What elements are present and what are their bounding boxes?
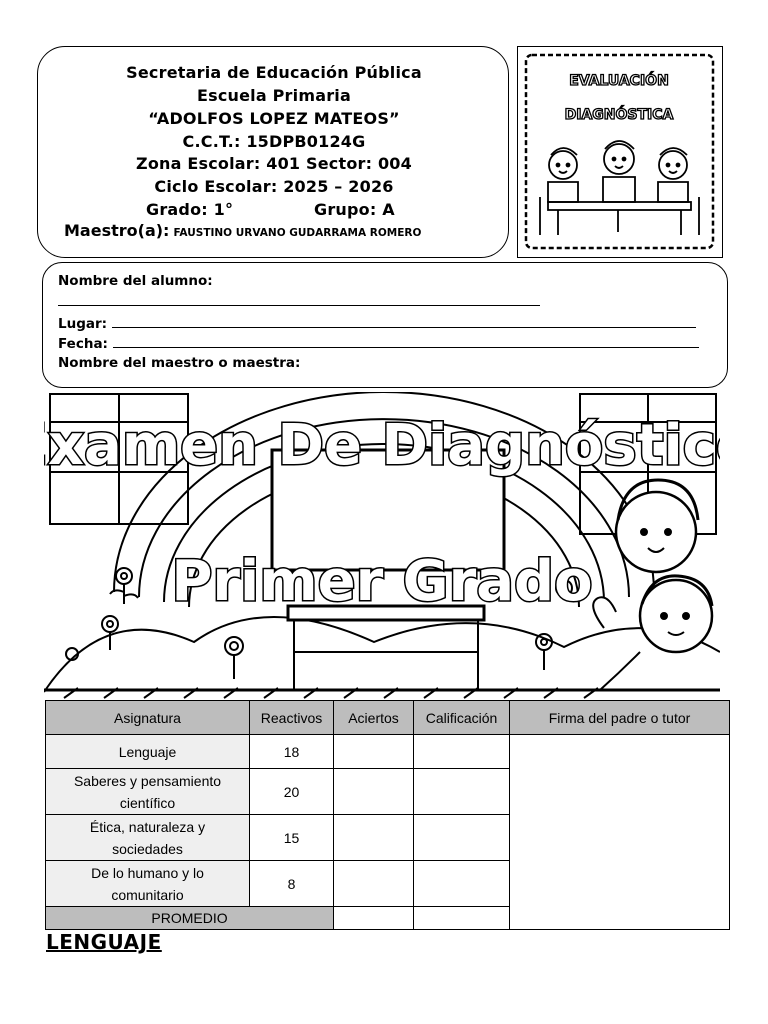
cover-illustration [44, 392, 720, 700]
header-correct: Aciertos [334, 701, 414, 735]
group: Grupo: A [314, 200, 395, 219]
student-name-field[interactable] [58, 293, 540, 310]
items-cell: 15 [250, 815, 334, 861]
correct-cell[interactable] [334, 735, 414, 769]
header-grade: Calificación [414, 701, 510, 735]
subject-cell: Saberes y pensamiento científico [46, 769, 250, 815]
section-heading: LENGUAJE [46, 930, 162, 954]
student-info-box [42, 262, 728, 388]
correct-cell[interactable] [334, 861, 414, 907]
grade-cell[interactable] [414, 735, 510, 769]
header-subject: Asignatura [46, 701, 250, 735]
table-header-row [46, 701, 730, 735]
grades-table [45, 700, 730, 930]
badge-illustration [518, 47, 721, 256]
teacher-label: Maestro(a): [64, 221, 170, 240]
header-items: Reactivos [250, 701, 334, 735]
children-at-table-icon [540, 141, 699, 235]
institution: Secretaria de Educación Pública [126, 63, 422, 82]
classroom-scene-icon [44, 392, 720, 700]
place-field[interactable] [58, 315, 696, 332]
table-row [46, 735, 730, 769]
signature-cell[interactable] [510, 735, 730, 930]
grade: Grado: 1° [146, 200, 234, 219]
average-correct-cell[interactable] [334, 907, 414, 930]
zone-sector: Zona Escolar: 401 Sector: 004 [136, 154, 412, 173]
average-label: PROMEDIO [46, 907, 334, 930]
school-type: Escuela Primaria [197, 86, 351, 105]
header-signature: Firma del padre o tutor [510, 701, 730, 735]
average-grade-cell[interactable] [414, 907, 510, 930]
evaluation-badge [517, 46, 723, 258]
teacher-name-label: Nombre del maestro o maestra: [58, 355, 301, 371]
subject-cell: Ética, naturaleza y sociedades [46, 815, 250, 861]
date-label: Fecha: [58, 336, 108, 352]
subject-cell: De lo humano y lo comunitario [46, 861, 250, 907]
items-cell: 8 [250, 861, 334, 907]
grade-cell[interactable] [414, 769, 510, 815]
school-info-box [37, 46, 509, 258]
teacher-line [64, 221, 421, 240]
student-name-label: Nombre del alumno: [58, 273, 213, 289]
cover-subtitle: Primer Grado [171, 549, 593, 614]
date-field[interactable] [58, 335, 699, 352]
teacher-name: FAUSTINO URVANO GUDARRAMA ROMERO [173, 227, 422, 239]
badge-line-1: EVALUACIÓN [569, 73, 669, 89]
grade-cell[interactable] [414, 861, 510, 907]
cover-title: Examen De Diagnóstico [44, 413, 720, 478]
school-cycle: Ciclo Escolar: 2025 – 2026 [154, 177, 394, 196]
items-cell: 18 [250, 735, 334, 769]
badge-line-2: DIAGNÓSTICA [564, 107, 674, 123]
items-cell: 20 [250, 769, 334, 815]
school-name: “ADOLFOS LOPEZ MATEOS” [148, 109, 400, 128]
subject-cell: Lenguaje [46, 735, 250, 769]
cct-code: C.C.T.: 15DPB0124G [182, 132, 366, 151]
correct-cell[interactable] [334, 815, 414, 861]
place-label: Lugar: [58, 316, 108, 332]
grade-cell[interactable] [414, 815, 510, 861]
correct-cell[interactable] [334, 769, 414, 815]
